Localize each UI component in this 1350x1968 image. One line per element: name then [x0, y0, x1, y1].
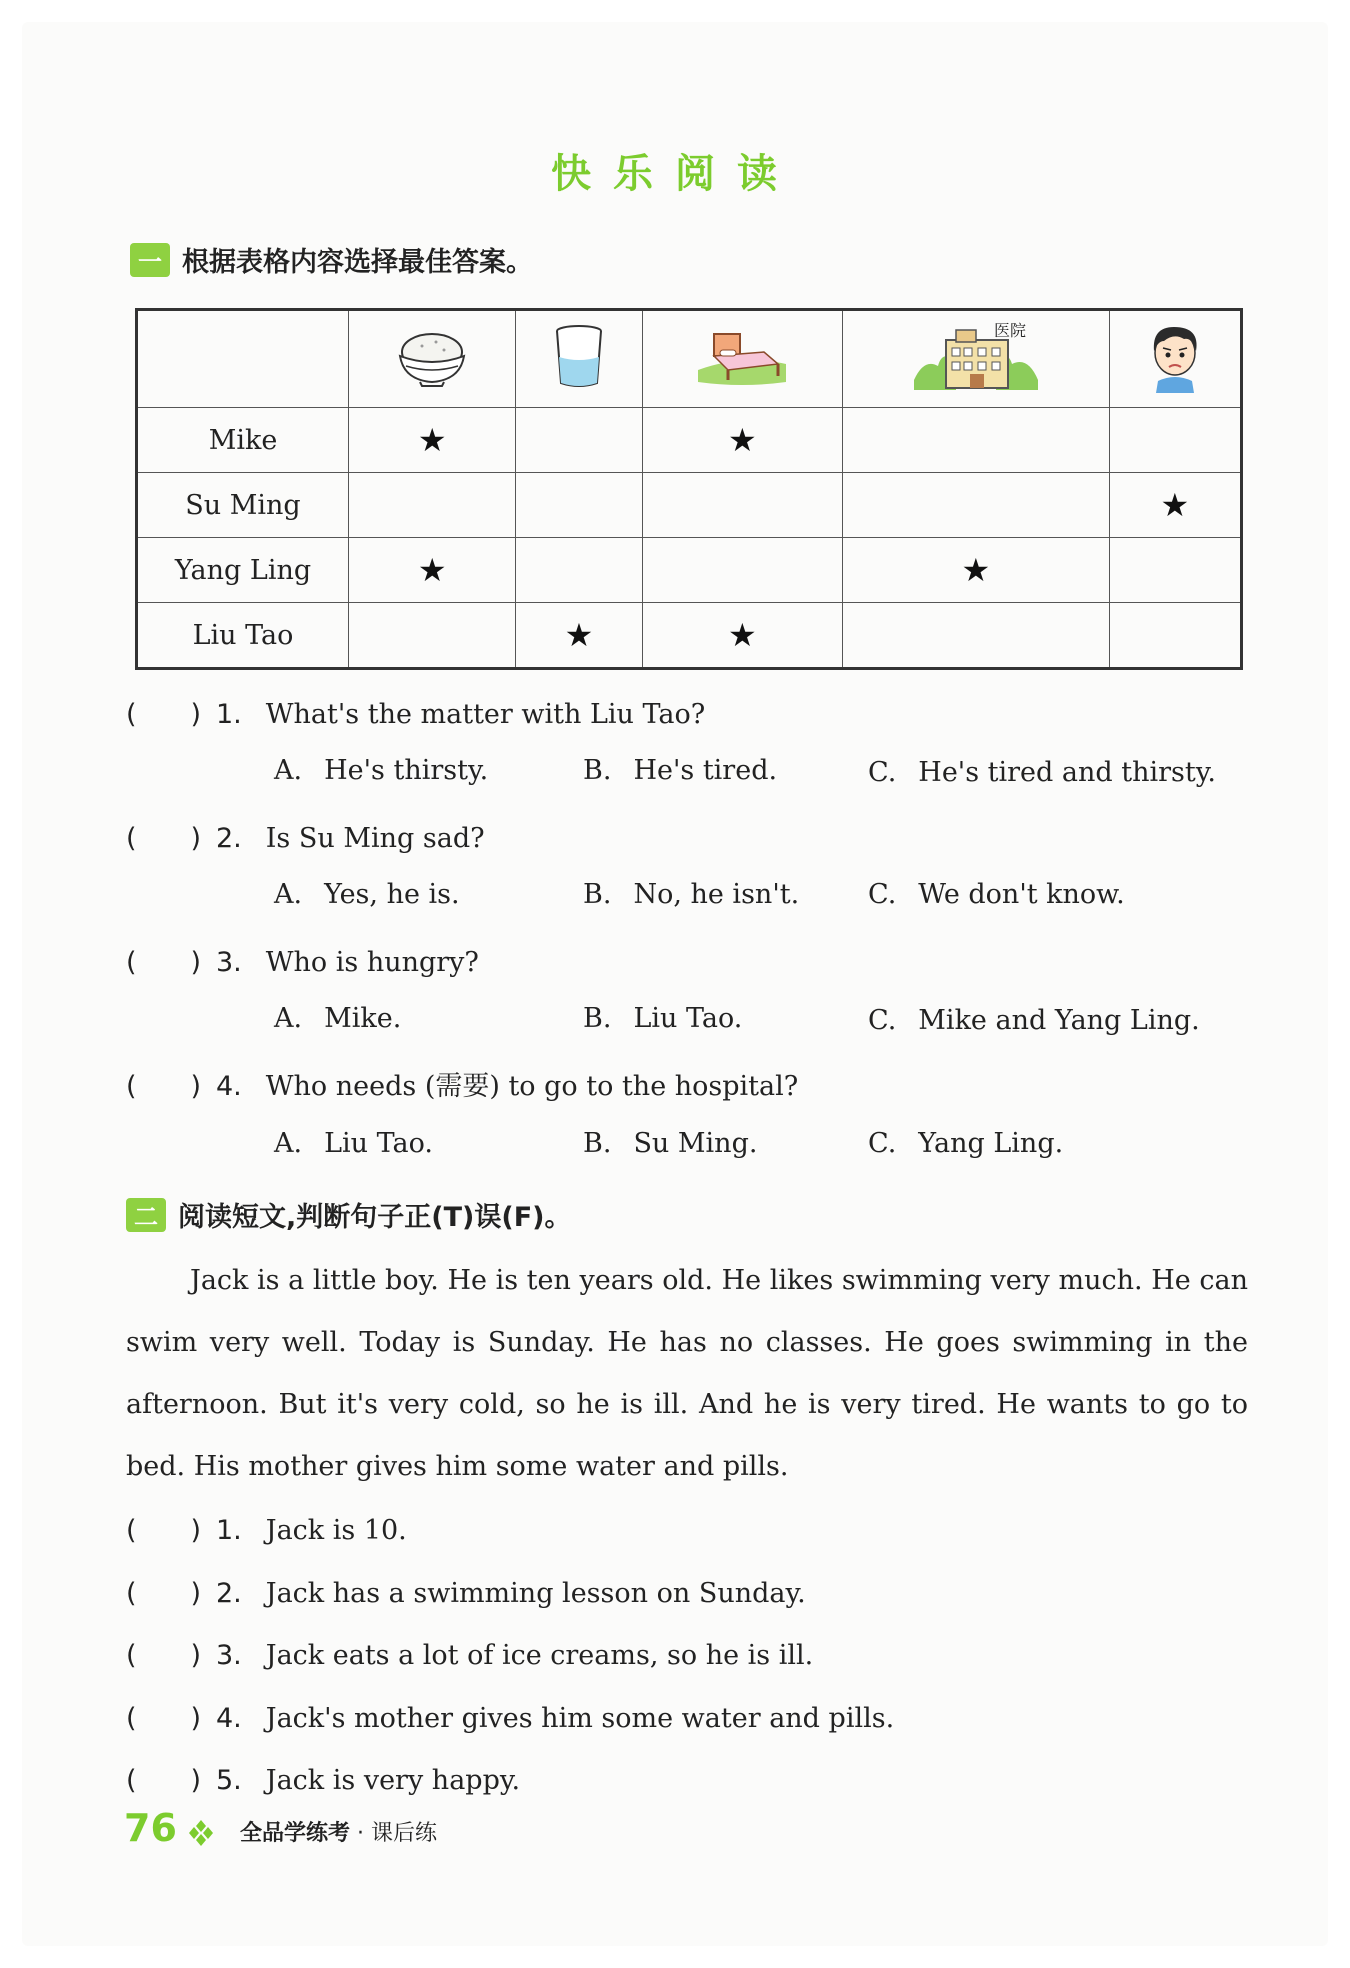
question-text: Who is hungry? — [265, 947, 479, 978]
option-letter: A. — [274, 1003, 303, 1034]
brand-subtitle: 课后练 — [371, 1821, 438, 1846]
option-c — [868, 879, 1125, 910]
statement-number: 5. — [216, 1765, 242, 1796]
option-letter: A. — [274, 1128, 303, 1159]
empty-cell — [843, 603, 1110, 669]
table-row — [137, 538, 1242, 603]
question-number: 1. — [216, 699, 242, 730]
star-cell — [349, 408, 516, 473]
diamond-cluster-icon — [186, 1818, 216, 1848]
option-b — [583, 879, 799, 910]
option-a — [274, 1128, 433, 1159]
empty-cell — [1109, 538, 1241, 603]
option-letter: B. — [583, 879, 612, 910]
section-1-heading — [130, 240, 533, 279]
star-icon: ★ — [961, 551, 991, 589]
option-c — [868, 757, 1216, 788]
table-header-row — [137, 310, 1242, 408]
option-text: Yes, he is. — [324, 879, 460, 910]
option-letter: C. — [868, 1005, 897, 1036]
statement-number: 1. — [216, 1515, 242, 1546]
header-cell-hungry — [349, 310, 516, 408]
hospital-icon — [912, 320, 1040, 392]
row-name: Mike — [137, 408, 349, 473]
option-text: Mike and Yang Ling. — [918, 1005, 1200, 1036]
section-2-badge: 二 — [126, 1198, 166, 1232]
option-letter: A. — [274, 755, 303, 786]
option-c — [868, 1005, 1200, 1036]
empty-cell — [1109, 603, 1241, 669]
statement-text: Jack is 10. — [265, 1515, 407, 1546]
header-cell-thirsty — [516, 310, 642, 408]
question-3 — [126, 940, 479, 979]
option-letter: B. — [583, 755, 612, 786]
star-icon: ★ — [1160, 486, 1190, 524]
option-text: Liu Tao. — [324, 1128, 434, 1159]
row-name: Liu Tao — [137, 603, 349, 669]
section-2-instruction: 阅读短文,判断句子正(T)误(F)。 — [178, 1202, 572, 1233]
sad-boy-icon — [1144, 319, 1206, 393]
brand-name: 全品学练考 — [240, 1821, 351, 1846]
option-text: He's tired. — [633, 755, 778, 786]
page-title: 快乐阅读 — [551, 151, 799, 197]
info-table — [135, 308, 1243, 670]
star-cell — [516, 603, 642, 669]
option-text: He's thirsty. — [324, 755, 489, 786]
brand-separator: · — [357, 1821, 365, 1846]
option-text: Liu Tao. — [633, 1003, 743, 1034]
question-number: 3. — [216, 947, 242, 978]
answer-blank[interactable]: ( ) — [126, 699, 202, 730]
empty-cell — [516, 408, 642, 473]
option-letter: C. — [868, 1128, 897, 1159]
question-2 — [126, 816, 485, 855]
empty-cell — [349, 473, 516, 538]
statement-number: 3. — [216, 1640, 242, 1671]
empty-cell — [642, 538, 843, 603]
statement-4 — [126, 1696, 894, 1735]
answer-blank[interactable]: ( ) — [126, 1765, 202, 1796]
table-row — [137, 603, 1242, 669]
page-number: 76 — [124, 1806, 177, 1850]
reading-passage: Jack is a little boy. He is ten years old. He likes swimming very much. He can swim very well. Today is Sunday. He has no classes. He goes swimming in the afternoon. But it's very cold, so he is ill. And he is very tired. He wants to go to bed. His mother gives him some water and pills. — [126, 1265, 1248, 1482]
option-text: We don't know. — [918, 879, 1125, 910]
option-letter: B. — [583, 1128, 612, 1159]
empty-cell — [843, 473, 1110, 538]
star-icon: ★ — [727, 616, 757, 654]
empty-cell — [1109, 408, 1241, 473]
star-icon: ★ — [564, 616, 594, 654]
question-text: What's the matter with Liu Tao? — [265, 699, 706, 730]
footer-brand — [240, 1816, 437, 1847]
section-1-instruction: 根据表格内容选择最佳答案。 — [182, 247, 533, 278]
option-a — [274, 755, 488, 786]
answer-blank[interactable]: ( ) — [126, 1703, 202, 1734]
statement-3 — [126, 1633, 813, 1672]
answer-blank[interactable]: ( ) — [126, 1640, 202, 1671]
option-letter: A. — [274, 879, 303, 910]
option-a — [274, 1003, 401, 1034]
empty-cell — [516, 473, 642, 538]
table-row — [137, 473, 1242, 538]
star-cell — [1109, 473, 1241, 538]
rice-bowl-icon — [392, 324, 472, 388]
option-a — [274, 879, 460, 910]
statement-text: Jack's mother gives him some water and pills. — [265, 1703, 895, 1734]
answer-blank[interactable]: ( ) — [126, 823, 202, 854]
statement-1 — [126, 1508, 407, 1547]
option-b — [583, 1003, 742, 1034]
row-name: Yang Ling — [137, 538, 349, 603]
answer-blank[interactable]: ( ) — [126, 1515, 202, 1546]
option-text: Yang Ling. — [918, 1128, 1064, 1159]
question-1 — [126, 692, 705, 731]
question-text: Who needs (需要) to go to the hospital? — [265, 1071, 799, 1102]
water-glass-icon — [549, 323, 609, 389]
star-cell — [642, 408, 843, 473]
option-text: Su Ming. — [633, 1128, 758, 1159]
option-text: He's tired and thirsty. — [918, 757, 1216, 788]
bed-icon — [694, 324, 790, 388]
section-2-heading — [126, 1195, 571, 1234]
answer-blank[interactable]: ( ) — [126, 1578, 202, 1609]
option-b — [583, 1128, 757, 1159]
option-c — [868, 1128, 1063, 1159]
row-name: Su Ming — [137, 473, 349, 538]
star-cell — [349, 538, 516, 603]
empty-cell — [642, 473, 843, 538]
header-cell-sad — [1109, 310, 1241, 408]
header-cell-tired — [642, 310, 843, 408]
statement-number: 2. — [216, 1578, 242, 1609]
option-letter: B. — [583, 1003, 612, 1034]
statement-text: Jack has a swimming lesson on Sunday. — [265, 1578, 806, 1609]
star-cell — [843, 538, 1110, 603]
table-corner-cell — [137, 310, 349, 408]
question-4 — [126, 1064, 798, 1103]
statement-text: Jack is very happy. — [265, 1765, 521, 1796]
statement-5 — [126, 1758, 520, 1797]
option-text: No, he isn't. — [633, 879, 800, 910]
statement-2 — [126, 1571, 806, 1610]
header-cell-hospital — [843, 310, 1110, 408]
option-b — [583, 755, 777, 786]
star-icon: ★ — [417, 421, 447, 459]
section-1-badge: 一 — [130, 243, 170, 277]
option-text: Mike. — [324, 1003, 402, 1034]
statement-number: 4. — [216, 1703, 242, 1734]
option-letter: C. — [868, 879, 897, 910]
question-number: 4. — [216, 1071, 242, 1102]
answer-blank[interactable]: ( ) — [126, 1071, 202, 1102]
question-text: Is Su Ming sad? — [265, 823, 485, 854]
answer-blank[interactable]: ( ) — [126, 947, 202, 978]
star-icon: ★ — [417, 551, 447, 589]
empty-cell — [843, 408, 1110, 473]
table-row — [137, 408, 1242, 473]
empty-cell — [516, 538, 642, 603]
star-cell — [642, 603, 843, 669]
star-icon: ★ — [727, 421, 757, 459]
question-number: 2. — [216, 823, 242, 854]
statement-text: Jack eats a lot of ice creams, so he is ill. — [265, 1640, 814, 1671]
empty-cell — [349, 603, 516, 669]
option-letter: C. — [868, 757, 897, 788]
hospital-sign: 医院 — [993, 320, 1026, 340]
